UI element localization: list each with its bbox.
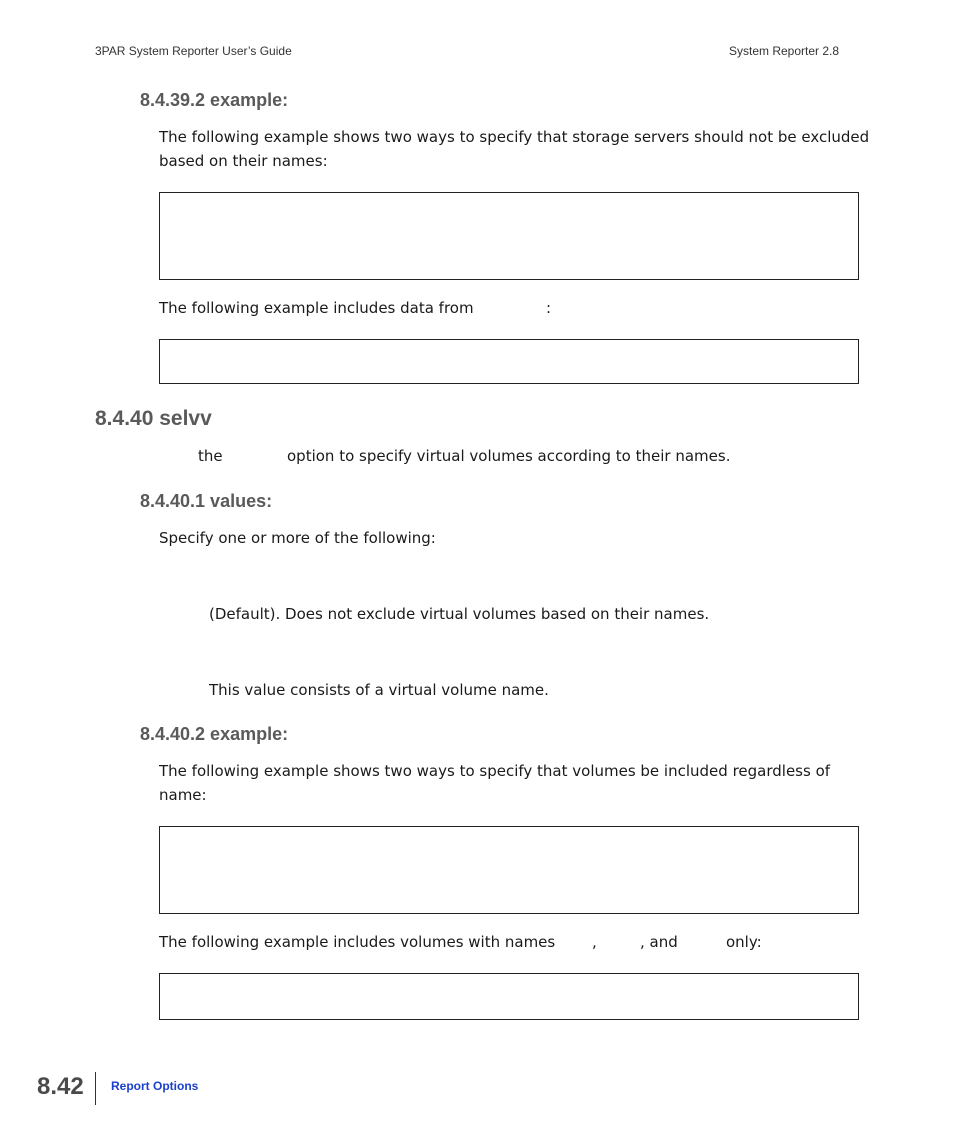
- code-example-box: [159, 973, 859, 1020]
- paragraph-intro2: The following example includes volumes with names: [159, 933, 556, 951]
- paragraph-and: , and: [640, 933, 678, 951]
- paragraph-intro-line2: name:: [159, 786, 207, 804]
- values-intro: Specify one or more of the following:: [159, 529, 436, 547]
- section-heading-8-4-40-2: 8.4.40.2 example:: [140, 724, 289, 744]
- section-heading-8-4-40: 8.4.40 selvv: [95, 407, 212, 430]
- paragraph-intro2-colon: :: [546, 299, 552, 317]
- paragraph-intro-line1: The following example shows two ways to specify that volumes be included regardless of: [159, 762, 831, 780]
- code-example-box: [159, 339, 859, 384]
- paragraph-intro-line2: based on their names:: [159, 152, 328, 170]
- footer-divider: [95, 1072, 96, 1105]
- paragraph-intro-line1: The following example shows two ways to specify that storage servers should not be excluded: [159, 128, 870, 146]
- header-version: System Reporter 2.8: [729, 44, 840, 58]
- value-item-default: (Default). Does not exclude virtual volumes based on their names.: [209, 605, 710, 623]
- code-example-box: [159, 826, 859, 914]
- section-heading-8-4-39-2: 8.4.39.2 example:: [140, 90, 289, 110]
- description-the: the: [198, 447, 223, 465]
- page-number: 8.42: [37, 1073, 84, 1100]
- paragraph-comma: ,: [592, 933, 597, 951]
- paragraph-only: only:: [726, 933, 762, 951]
- description-text: option to specify virtual volumes according to their names.: [287, 447, 731, 465]
- header-doc-title: 3PAR System Reporter User’s Guide: [95, 44, 292, 58]
- paragraph-intro2: The following example includes data from: [159, 299, 474, 317]
- section-heading-8-4-40-1: 8.4.40.1 values:: [140, 491, 273, 511]
- value-item-name: This value consists of a virtual volume name.: [209, 681, 549, 699]
- footer-report-options-link[interactable]: Report Options: [111, 1079, 199, 1093]
- code-example-box: [159, 192, 859, 280]
